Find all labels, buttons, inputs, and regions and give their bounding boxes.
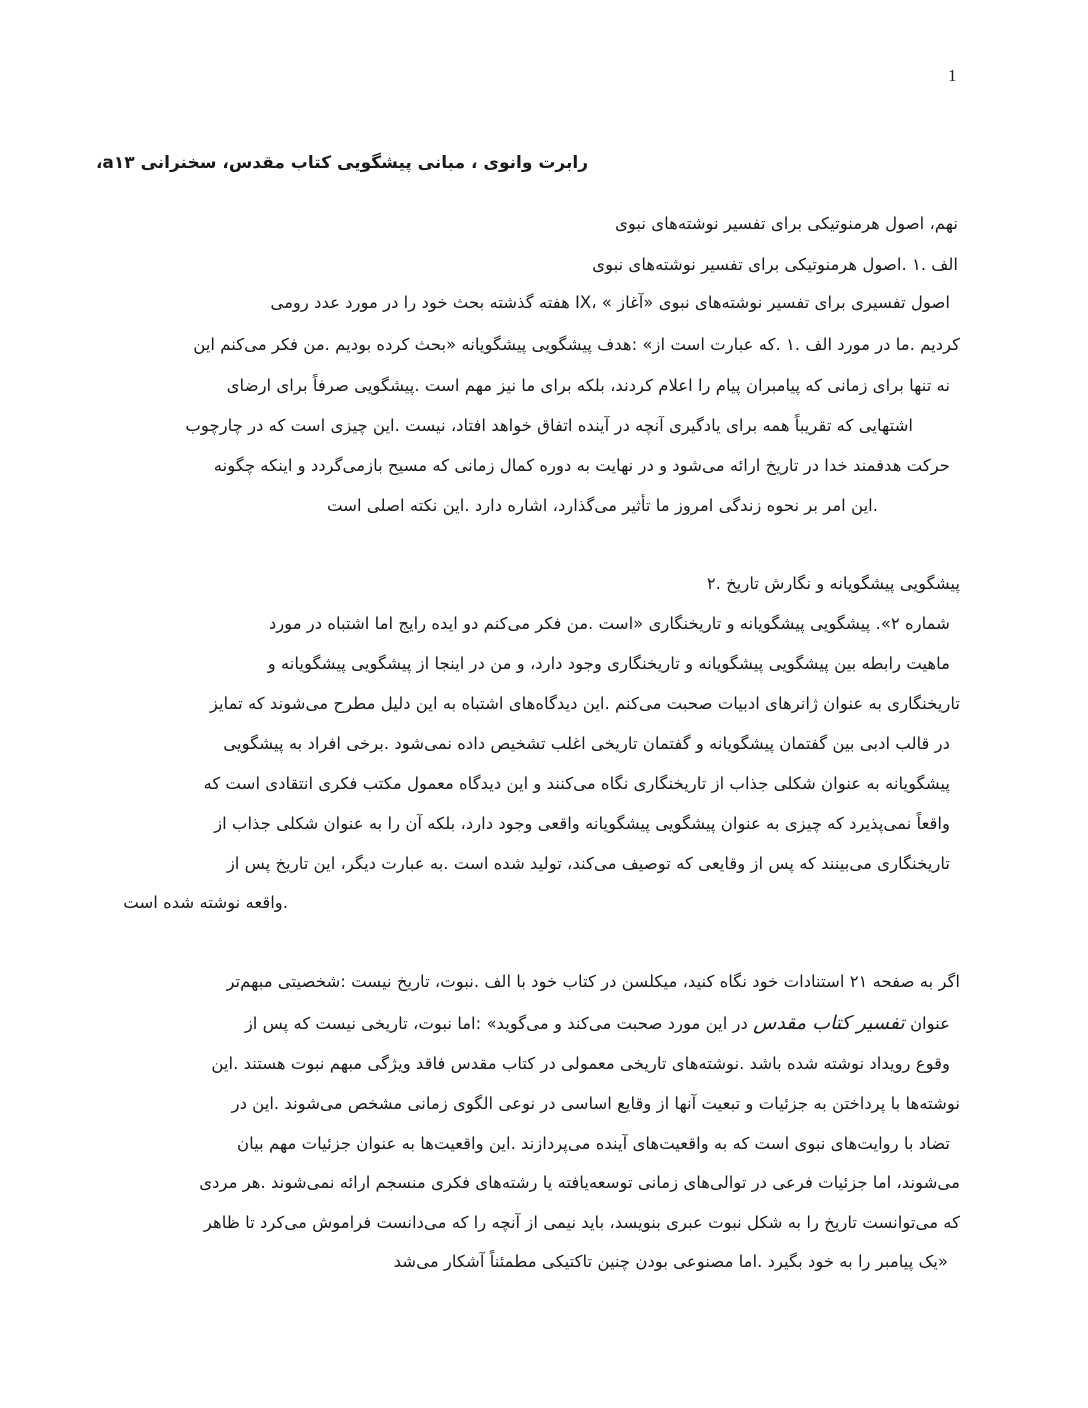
paragraph-line: تاریخنگاری به عنوان ژانرهای ادبیات صحبت می‌کنم .این دیدگاه‌های اشتباه به این دلیل مطرح می‌شوند که تمایز [209, 694, 960, 713]
paragraph-line: در قالب ادبی بین گفتمان پیشگویانه و گفتمان تاریخی اغلب تشخیص داده نمی‌شود .برخی افراد به پیشگویی [223, 734, 950, 753]
paragraph-line: «یک پیامبر را به خود بگیرد .اما مصنوعی بودن چنین تاکتیکی مطمئناً آشکار می‌شد [393, 1252, 948, 1271]
paragraph-line: شماره ۲». پیشگویی پیشگویانه و تاریخنگاری «است .من فکر می‌کنم دو ایده رایج اما اشتباه در مورد [268, 614, 950, 633]
paragraph-line-with-book-title [245, 1011, 950, 1036]
line-prefix: عنوان [909, 1014, 950, 1033]
subsection-heading: الف .۱ .اصول هرمنوتیکی برای تفسیر نوشته‌های نبوی [592, 255, 958, 274]
book-title: تفسیر کتاب مقدس [753, 1012, 905, 1034]
paragraph-line: حرکت هدفمند خدا در تاریخ ارائه می‌شود و در نهایت به دوره کمال زمانی که مسیح بازمی‌گردد و اینکه چگونه [213, 456, 950, 475]
paragraph-line: .واقعه نوشته شده است [123, 893, 288, 912]
paragraph-line: نه تنها برای زمانی که پیامبران پیام را اعلام کردند، بلکه برای ما نیز مهم است .پیشگویی صرفاً برای ارضای [226, 376, 950, 395]
paragraph-line: نوشته‌ها با پرداختن به جزئیات و تبعیت آنها از وقایع اساسی در نوعی الگوی زمانی مشخص می‌شوند .این در [231, 1094, 960, 1113]
paragraph-line: تضاد با روایت‌های نبوی است که به واقعیت‌های آینده می‌پردازند .این واقعیت‌ها به عنوان جزئیات مهم بیان [236, 1134, 950, 1153]
paragraph-line: پیشگویانه به عنوان شکلی جذاب از تاریخنگاری نگاه می‌کنند و این دیدگاه معمول مکتب فکری انتقادی است که [203, 774, 950, 793]
page-number: 1 [948, 66, 957, 85]
paragraph-line: واقعاً نمی‌پذیرد که چیزی به عنوان پیشگویی پیشگویانه واقعی وجود دارد، بلکه آن را به عنوان شکلی جذاب از [214, 814, 950, 833]
paragraph-line: می‌شوند، اما جزئیات فرعی در توالی‌های زمانی توسعه‌یافته یا رشته‌های فکری منسجم ارائه نمی‌شوند .هر مردی [199, 1173, 960, 1192]
paragraph-line: که می‌توانست تاریخ را به شکل نبوت عبری بنویسد، باید نیمی از آنچه را که می‌دانست فراموش می‌کرد تا ظاهر [203, 1213, 960, 1232]
paragraph-line: وقوع رویداد نوشته شده باشد .نوشته‌های تاریخی معمولی در کتاب مقدس فاقد ویژگی مبهم نبوت هستند .این [211, 1054, 950, 1073]
paragraph-line: .این امر بر نحوه زندگی امروز ما تأثیر می‌گذارد، اشاره دارد .این نکته اصلی است [326, 496, 878, 515]
paragraph-line: اگر به صفحه ۲۱ استنادات خود نگاه کنید، میکلسن در کتاب خود با الف .نبوت، تاریخ نیست :شخصیتی مبهم‌تر [226, 972, 960, 991]
section-heading: پیشگویی پیشگویانه و نگارش تاریخ .۲ [706, 574, 960, 593]
paragraph-line: اشتهایی که تقریباً همه برای یادگیری آنچه در آینده اتفاق خواهد افتاد، نیست .این چیزی است که در چارچوب [185, 416, 913, 435]
page-title: ،aرابرت وانوی ، مبانی پیشگویی کتاب مقدس، سخنرانی ۱۳ [95, 153, 588, 173]
paragraph-line: تاریخنگاری می‌بینند که پس از وقایعی که توصیف می‌کند، تولید شده است .به عبارت دیگر، این تاریخ پس از [226, 854, 950, 873]
section-heading: نهم، اصول هرمنوتیکی برای تفسیر نوشته‌های نبوی [614, 214, 958, 233]
paragraph-line: ماهیت رابطه بین پیشگویی پیشگویانه و تاریخنگاری وجود دارد، و من در اینجا از پیشگویی پیشگویانه و [267, 654, 950, 673]
paragraph-line: اصول تفسیری برای تفسیر نوشته‌های نبوی «آغاز » ،IX هفته گذشته بحث خود را در مورد عدد رومی [270, 293, 950, 312]
paragraph-line: کردیم .ما در مورد الف .۱ .که عبارت است از» :هدف پیشگویی پیشگویانه «بحث کرده بودیم .من فکر می‌کنم این [193, 335, 960, 354]
line-rest: در این مورد صحبت می‌کند و می‌گوید» :اما نبوت، تاریخی نیست که پس از [244, 1014, 748, 1033]
